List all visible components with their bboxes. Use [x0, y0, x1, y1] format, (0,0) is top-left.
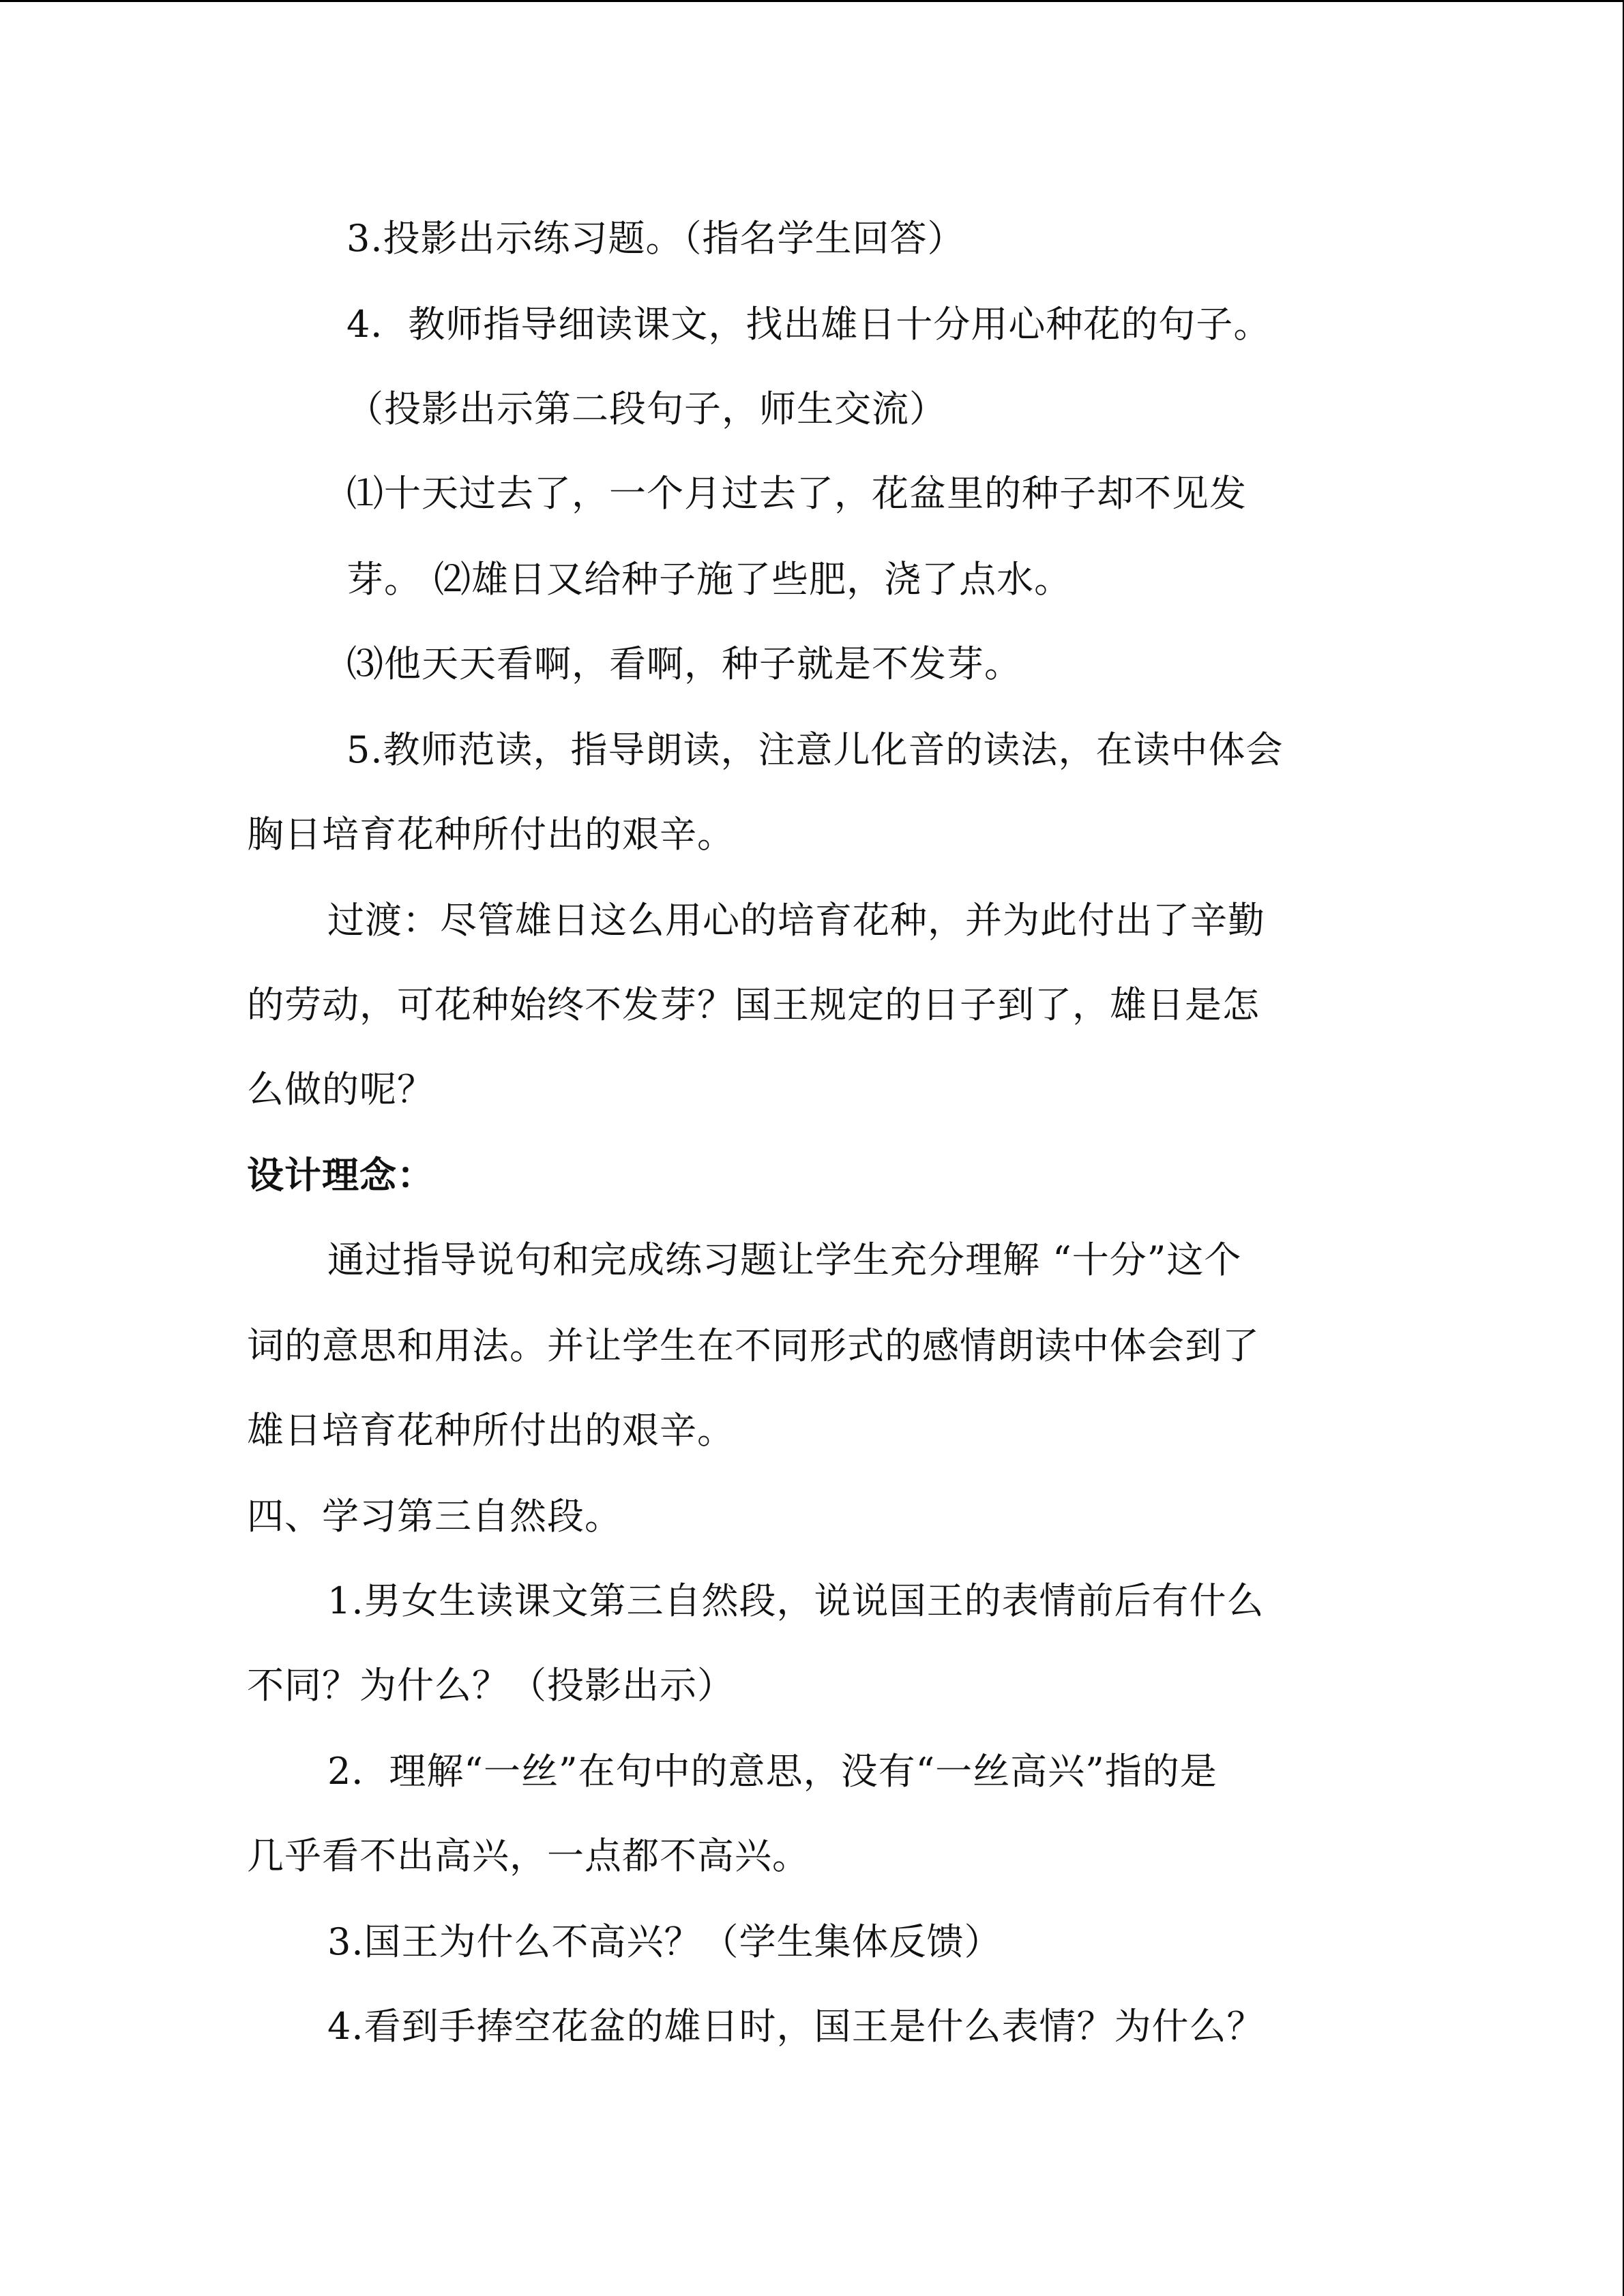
- section-4-step-1-line-2: 不同？为什么？（投影出示）: [247, 1664, 735, 1707]
- top-border: [0, 0, 1624, 2]
- quoted-sentence-1: ⑴十天过去了，一个月过去了，花盆里的种子却不见发: [346, 472, 1247, 515]
- projection-second-paragraph-note: （投影出示第二段句子，师生交流）: [346, 387, 947, 430]
- section-4-step-1-line-1: 1.男女生读课文第三自然段，说说国王的表情前后有什么: [327, 1579, 1265, 1622]
- section-4-step-3: 3.国王为什么不高兴？（学生集体反馈）: [327, 1920, 1002, 1963]
- step-5-teacher-model-reading: 5.教师范读，指导朗读，注意儿化音的读法，在读中体会: [346, 728, 1284, 771]
- section-4-step-2-line-2: 几乎看不出高兴，一点都不高兴。: [247, 1834, 810, 1877]
- step-5-continuation: 胸日培育花种所付出的艰辛。: [247, 813, 735, 856]
- design-concept-line-2: 词的意思和用法。并让学生在不同形式的感情朗读中体会到了: [247, 1324, 1260, 1367]
- design-concept-heading: 设计理念：: [247, 1154, 434, 1197]
- section-4-step-4: 4.看到手捧空花盆的雄日时，国王是什么表情？为什么？: [327, 2005, 1265, 2048]
- design-concept-line-1: 通过指导说句和完成练习题让学生充分理解 “十分”这个: [327, 1238, 1242, 1281]
- step-3-projection-exercise: 3.投影出示练习题。（指名学生回答）: [346, 217, 965, 260]
- transition-paragraph-line-3: 么做的呢？: [247, 1068, 434, 1111]
- quoted-sentence-1-cont-and-2: 芽。 ⑵雄日又给种子施了些肥，浇了点水。: [346, 558, 1072, 601]
- section-4-heading: 四、学习第三自然段。: [247, 1495, 622, 1538]
- transition-paragraph-line-1: 过渡：尽管雄日这么用心的培育花种，并为此付出了辛勤: [327, 899, 1265, 942]
- transition-paragraph-line-2: 的劳动，可花种始终不发芽？国王规定的日子到了，雄日是怎: [247, 983, 1260, 1026]
- design-concept-line-3: 雄日培育花种所付出的艰辛。: [247, 1409, 735, 1452]
- section-4-step-2-line-1: 2．理解“一丝”在句中的意思，没有“一丝高兴”指的是: [327, 1750, 1217, 1793]
- step-4-teacher-guided-reading: 4．教师指导细读课文，找出雄日十分用心种花的句子。: [346, 303, 1271, 346]
- quoted-sentence-3: ⑶他天天看啊，看啊，种子就是不发芽。: [346, 642, 1022, 685]
